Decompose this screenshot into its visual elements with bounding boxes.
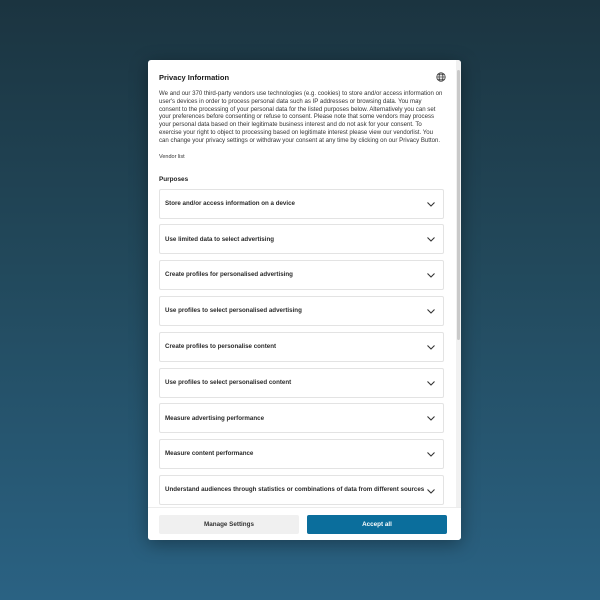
purpose-item-understand-audiences[interactable] [159, 475, 444, 505]
purpose-label: Understand audiences through statistics or combinations of data from different sources [165, 485, 425, 493]
purpose-list [159, 189, 444, 505]
purpose-item-store-access-info[interactable] [159, 189, 444, 219]
purpose-item-measure-content-performance[interactable] [159, 439, 444, 469]
chevron-down-icon [426, 378, 436, 388]
purpose-label: Create profiles to personalise content [165, 342, 277, 350]
chevron-down-icon [426, 306, 436, 316]
chevron-down-icon [426, 342, 436, 352]
purpose-item-use-ad-profiles[interactable] [159, 296, 444, 326]
dialog-header [159, 72, 450, 82]
purpose-item-measure-ad-performance[interactable] [159, 403, 444, 433]
privacy-description: We and our 370 third-party vendors use technologies (e.g. cookies) to store and/or access information on user's devices in order to process personal data such as IP addresses or browsing data. You may consent to the processing of your personal data for the listed purposes below. Alternatively you can set your preferences before consenting or refuse to consent. Please note that some vendors may process your personal data based on their legitimate business interest and do not ask for your consent. To exercise your right to object to processing based on legitimate interest please view our vendorlist. You can change your privacy settings or withdraw your consent at any time by clicking on our Privacy Button. [159, 90, 443, 144]
manage-settings-button[interactable]: Manage Settings [159, 515, 299, 534]
purposes-heading: Purposes [159, 175, 189, 183]
chevron-down-icon [426, 234, 436, 244]
purpose-label: Use limited data to select advertising [165, 235, 275, 243]
purpose-label: Use profiles to select personalised advertising [165, 307, 302, 315]
globe-icon[interactable] [435, 72, 446, 83]
chevron-down-icon [426, 199, 436, 209]
chevron-down-icon [426, 486, 436, 496]
purpose-label: Measure advertising performance [165, 414, 265, 422]
purpose-label: Create profiles for personalised advertising [165, 271, 293, 279]
vendor-list-link[interactable]: Vendor list [159, 153, 185, 160]
dialog-scrollbar[interactable] [456, 60, 461, 507]
purpose-item-use-content-profiles[interactable] [159, 368, 444, 398]
purpose-label: Use profiles to select personalised content [165, 378, 292, 386]
purpose-label: Measure content performance [165, 450, 254, 458]
chevron-down-icon [426, 449, 436, 459]
purpose-item-limited-data-ads[interactable] [159, 224, 444, 254]
scrollbar-thumb[interactable] [457, 70, 460, 340]
dialog-footer [148, 507, 461, 540]
purpose-item-create-ad-profiles[interactable] [159, 260, 444, 290]
chevron-down-icon [426, 270, 436, 280]
accept-all-button[interactable]: Accept all [307, 515, 447, 534]
privacy-dialog [148, 60, 461, 540]
chevron-down-icon [426, 413, 436, 423]
dialog-scroll-area[interactable] [148, 60, 461, 507]
dialog-title: Privacy Information [159, 72, 230, 82]
purpose-item-create-content-profiles[interactable] [159, 332, 444, 362]
purpose-label: Store and/or access information on a device [165, 199, 295, 207]
